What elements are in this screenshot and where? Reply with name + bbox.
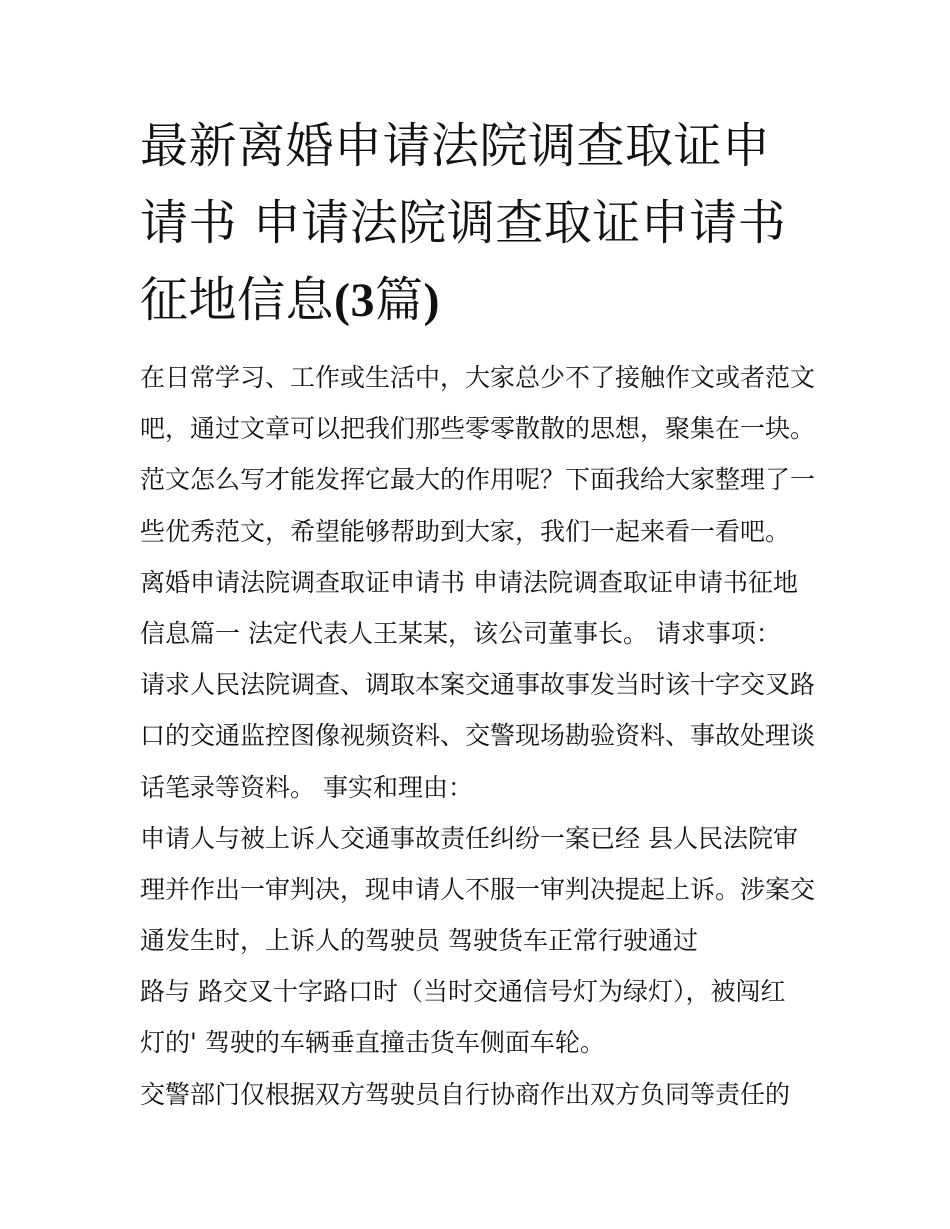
body-line-6: 信息篇一 法定代表人王某某，该公司董事长。 请求事项： bbox=[140, 618, 781, 648]
body-line-7: 请求人民法院调查、调取本案交通事故事发当时该十字交叉路 bbox=[140, 670, 816, 700]
body-line-5: 离婚申请法院调查取证申请书 申请法院调查取证申请书征地 bbox=[140, 567, 798, 597]
title-unit-segment: 篇 bbox=[375, 272, 424, 328]
body-line-2: 吧，通过文章可以把我们那些零零散散的思想，聚集在一块。 bbox=[140, 414, 816, 444]
body-line-1: 在日常学习、工作或生活中，大家总少不了接触作文或者范文 bbox=[140, 363, 816, 392]
document-body bbox=[140, 352, 830, 1120]
body-line-15: 交警部门仅根据双方驾驶员自行协商作出双方负同等责任的 bbox=[140, 1079, 791, 1109]
title-text-segment: 征地信息 bbox=[140, 272, 335, 328]
title-line-1: 最新离婚申请法院调查取证申 bbox=[140, 118, 771, 174]
body-line-12: 通发生时，上诉人的驾驶员 驾驶货车正常行驶通过 bbox=[140, 926, 698, 956]
title-line-3 bbox=[140, 262, 820, 339]
title-line-2: 请书 申请法院调查取证申请书 bbox=[140, 195, 787, 251]
body-line-3: 范文怎么写才能发挥它最大的作用呢？下面我给大家整理了一 bbox=[140, 465, 816, 495]
title-number-segment: (3 bbox=[334, 274, 375, 327]
body-line-11: 理并作出一审判决，现申请人不服一审判决提起上诉。涉案交 bbox=[140, 874, 816, 904]
title-close-paren: ) bbox=[423, 274, 440, 327]
body-line-10: 申请人与被上诉人交通事故责任纠纷一案已经 县人民法院审 bbox=[140, 823, 798, 853]
body-line-14: 灯的' 驾驶的车辆垂直撞击货车侧面车轮。 bbox=[140, 1028, 605, 1058]
document-title bbox=[140, 108, 820, 339]
body-line-8: 口的交通监控图像视频资料、交警现场勘验资料、事故处理谈 bbox=[140, 721, 816, 751]
body-line-13: 路与 路交叉十字路口时（当时交通信号灯为绿灯），被闯红 bbox=[140, 977, 786, 1007]
body-line-9: 话笔录等资料。 事实和理由： bbox=[140, 772, 473, 802]
body-line-4: 些优秀范文，希望能够帮助到大家，我们一起来看一看吧。 bbox=[140, 516, 791, 546]
